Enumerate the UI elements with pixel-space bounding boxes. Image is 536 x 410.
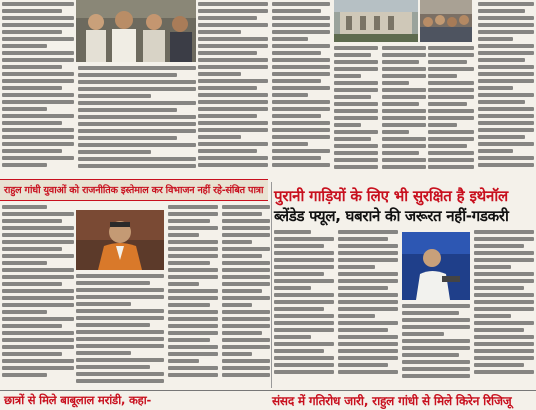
headline-bottom-right: संसद में गतिरोध जारी, राहुल गांधी से मिले किरेन रिजिजू <box>272 394 512 408</box>
photo-group-people <box>76 0 196 62</box>
article-column-far-right-b <box>478 2 534 178</box>
article-column-mid-leftcenter <box>76 274 164 388</box>
article-body-lines <box>402 304 470 381</box>
article-column-top-mid <box>78 66 196 178</box>
photo-portrait-spokesperson <box>76 210 164 270</box>
article-column-gadkari-b <box>338 230 398 388</box>
article-body-lines <box>2 2 74 170</box>
article-column-mid-a <box>168 205 218 388</box>
headline-bottom-left: छात्रों से मिले बाबूलाल मरांडी, कहा- <box>4 393 152 407</box>
photo-portrait-spokesperson-image <box>76 210 164 270</box>
article-column-top-center <box>272 2 330 178</box>
article-body-lines <box>198 2 268 170</box>
article-column-top-right-b <box>382 46 426 178</box>
photo-group-people-image <box>76 0 196 62</box>
article-body-lines <box>428 46 474 172</box>
article-column-top-right-a <box>334 46 378 178</box>
article-column-top-left <box>2 2 74 178</box>
article-body-lines <box>76 274 164 386</box>
article-body-lines <box>2 205 74 380</box>
photo-speaker-at-event-image <box>402 232 470 300</box>
headline-main-line1: पुरानी गाड़ियों के लिए भी सुरक्षित है इथेनॉल <box>274 187 508 205</box>
column-divider <box>271 182 272 388</box>
article-body-lines <box>78 66 196 171</box>
photo-crowd <box>420 0 472 42</box>
article-body-lines <box>168 205 218 380</box>
photo-speaker-at-event <box>402 232 470 300</box>
headline-politics: राहुल गांधी युवाओं को राजनीतिक इस्तेमाल कर विभाजन नहीं रहे-संबित पात्रा <box>4 185 264 196</box>
section-divider-bottom <box>0 390 536 391</box>
article-body-lines <box>478 2 534 170</box>
article-body-lines <box>338 230 398 377</box>
article-column-mid-left <box>2 205 74 388</box>
photo-crowd-image <box>420 0 472 42</box>
article-body-lines <box>272 2 330 170</box>
photo-building-image <box>334 0 418 42</box>
article-column-gadkari-a <box>274 230 334 388</box>
article-body-lines <box>274 230 334 377</box>
article-body-lines <box>222 205 270 380</box>
article-body-lines <box>474 230 534 377</box>
article-body-lines <box>382 46 426 172</box>
article-column-mid-b <box>222 205 270 388</box>
photo-building <box>334 0 418 42</box>
article-column-top-leftmid <box>198 2 268 178</box>
article-column-gadkari-d <box>474 230 534 388</box>
article-column-gadkari-c <box>402 304 470 388</box>
article-column-far-right-a <box>428 46 474 178</box>
headline-main-line2: ब्लेंडेड फ्यूल, घबराने की जरूरत नहीं-गडकरी <box>274 207 509 225</box>
article-body-lines <box>334 46 378 172</box>
